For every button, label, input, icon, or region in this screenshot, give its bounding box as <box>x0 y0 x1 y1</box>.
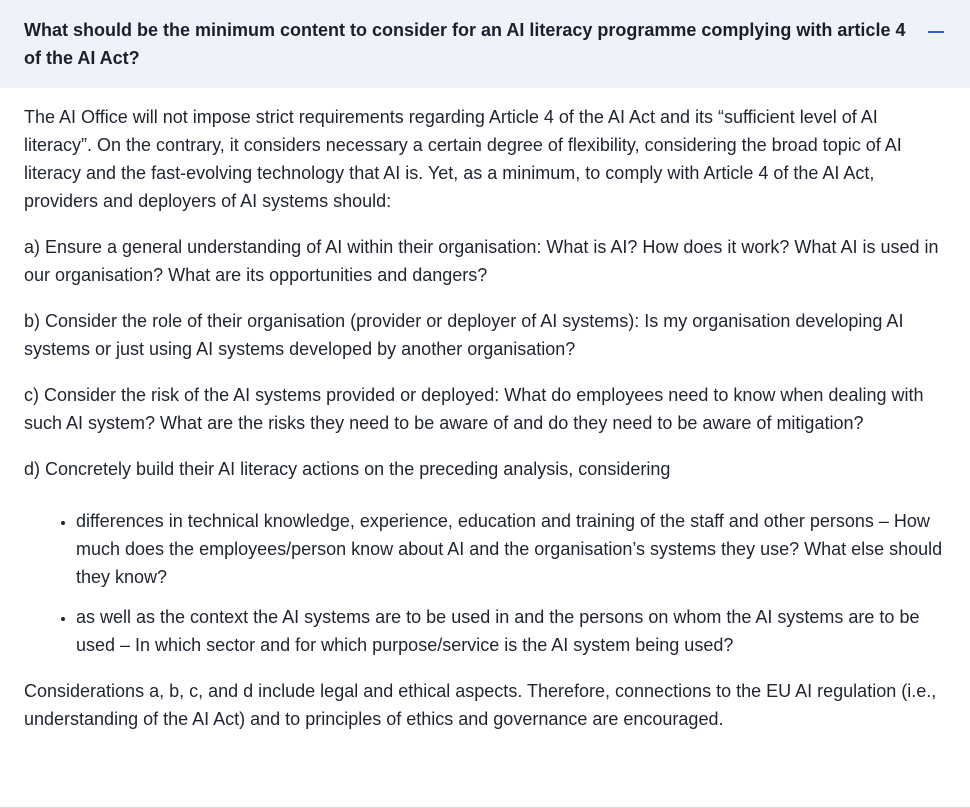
faq-answer <box>0 88 970 733</box>
faq-question-header[interactable] <box>0 0 970 88</box>
collapse-minus-icon[interactable] <box>928 31 944 33</box>
answer-conclusion: Considerations a, b, c, and d include legal and ethical aspects. Therefore, connections to the EU AI regulation (i.e., understanding of the AI Act) and to principles of ethics and governance are encouraged. <box>24 681 937 729</box>
considerations-list <box>24 507 946 659</box>
answer-point-b: b) Consider the role of their organisation (provider or deployer of AI systems): Is my organisation developing AI systems or just using AI systems developed by another organisation? <box>24 311 904 359</box>
list-item: • as well as the context the AI systems are to be used in and the persons on whom the AI systems are to be used – In which sector and for which purpose/service is the AI system being used? <box>76 603 946 659</box>
answer-point-a: a) Ensure a general understanding of AI within their organisation: What is AI? How does it work? What AI is used in our organisation? What are its opportunities and dangers? <box>24 237 939 285</box>
faq-question[interactable]: What should be the minimum content to consider for an AI literacy programme complying with article 4 of the AI Act? <box>24 20 906 68</box>
answer-point-c: c) Consider the risk of the AI systems provided or deployed: What do employees need to know when dealing with such AI system? What are the risks they need to be aware of and do they need to be aware of mitigation? <box>24 385 924 433</box>
answer-intro: The AI Office will not impose strict requirements regarding Article 4 of the AI Act and its “sufficient level of AI literacy”. On the contrary, it considers necessary a certain degree of flexibility, considering the broad topic of AI literacy and the fast-evolving technology that AI is. Yet, as a minimum, to comply with Article 4 of the AI Act, providers and deployers of AI systems should: <box>24 107 902 211</box>
list-item: • differences in technical knowledge, experience, education and training of the staff and other persons – How much does the employees/person know about AI and the organisation’s systems they use? What else should they know? <box>76 507 946 591</box>
answer-point-d: d) Concretely build their AI literacy actions on the preceding analysis, considering <box>24 459 671 479</box>
